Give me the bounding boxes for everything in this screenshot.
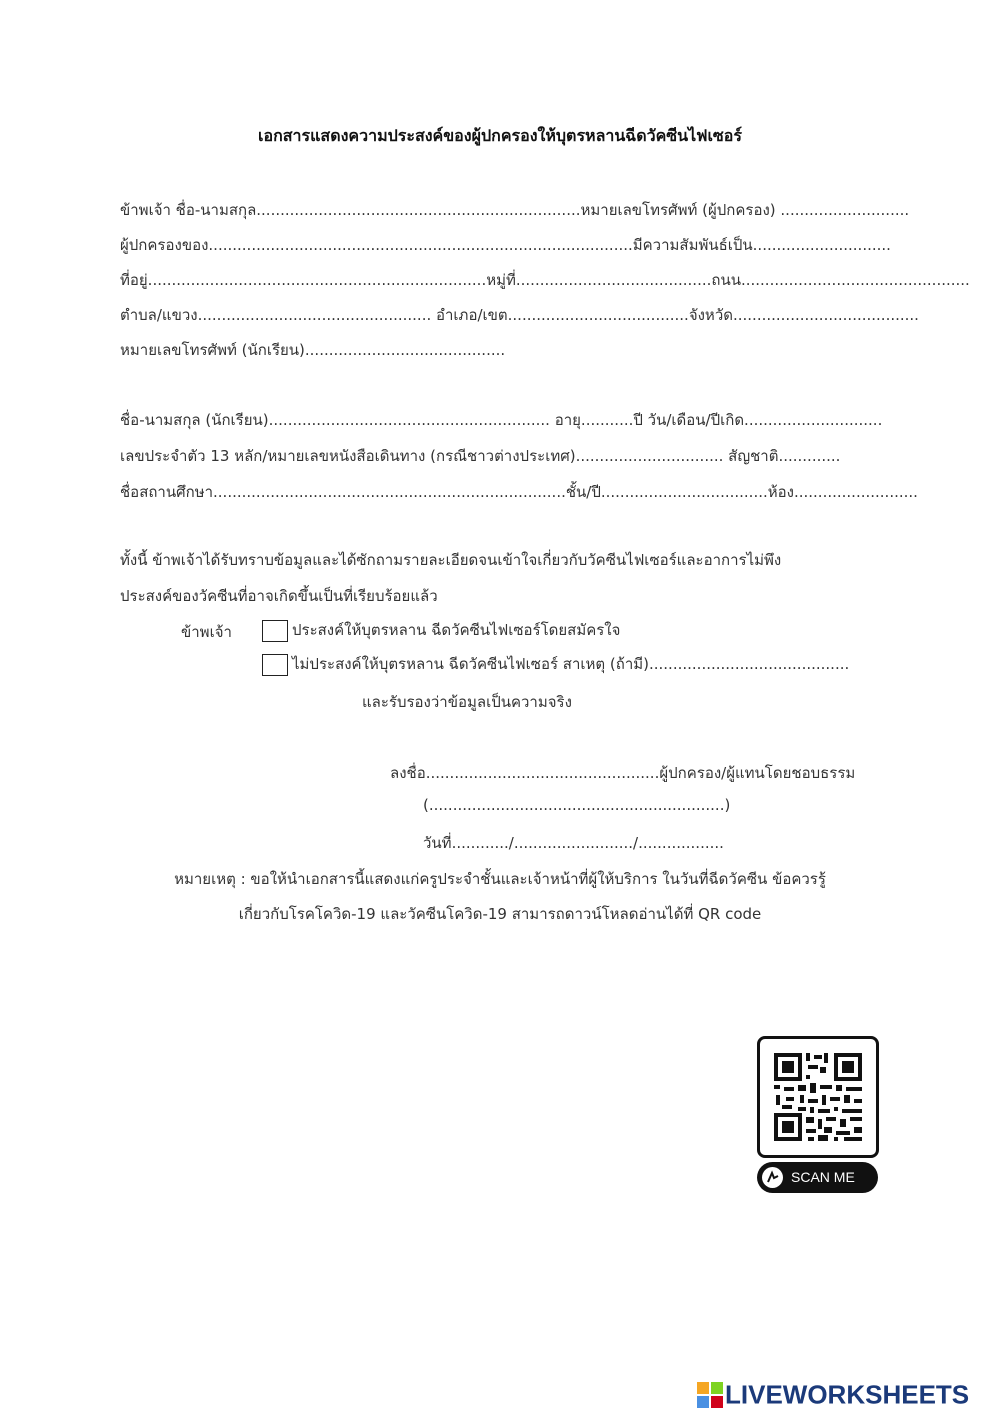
acknowledge-line-1: ทั้งนี้ ข้าพเจ้าได้รับทราบข้อมูลและได้ซักถามรายละเอียดจนเข้าใจเกี่ยวกับวัคซีนไฟเซอร์และอาการไม่พึง <box>120 551 782 569</box>
school-line: ชื่อสถานศึกษา..........................................................................ชั้น/ปี...................................ห้อง.......................... <box>120 483 918 501</box>
signature-line: ลงชื่อ.................................................ผู้ปกครอง/ผู้แทนโดยชอบธรรม <box>390 764 856 782</box>
liveworksheets-logo-icon <box>697 1382 723 1408</box>
district-line: ตำบล/แขวง................................................. อำเภอ/เขต......................................จังหวัด....................................... <box>120 306 919 324</box>
date-line: วันที่............/........................./.................. <box>423 834 724 852</box>
qr-code-graphic <box>760 1039 876 1155</box>
certify-text: และรับรองว่าข้อมูลเป็นความจริง <box>362 693 572 711</box>
document-title: เอกสารแสดงความประสงค์ของผู้ปกครองให้บุตรหลานฉีดวัคซีนไฟเซอร์ <box>258 126 742 145</box>
note-line-1: หมายเหตุ : ขอให้นำเอกสารนี้แสดงแก่ครูประจำชั้นและเจ้าหน้าที่ผู้ให้บริการ ในวันที่ฉีดวัคซีน ข้อควรรู้ <box>174 870 826 888</box>
note-line-2: เกี่ยวกับโรคโควิด-19 และวัคซีนโควิด-19 สามารถดาวน์โหลดอ่านได้ที่ QR code <box>238 905 762 923</box>
scan-me-label: SCAN ME <box>791 1169 855 1185</box>
id-number-line: เลขประจำตัว 13 หลัก/หมายเลขหนังสือเดินทาง (กรณีชาวต่างประเทศ)............................... สัญชาติ............. <box>120 447 841 465</box>
consent-yes-checkbox[interactable] <box>262 620 288 642</box>
scan-hand-icon <box>762 1167 783 1188</box>
consent-lead: ข้าพเจ้า <box>181 623 232 641</box>
consent-no-label: ไม่ประสงค์ให้บุตรหลาน ฉีดวัคซีนไฟเซอร์ สาเหตุ (ถ้ามี).......................................... <box>292 655 850 673</box>
liveworksheets-logo <box>697 1378 969 1412</box>
consent-no-checkbox[interactable] <box>262 654 288 676</box>
liveworksheets-wordmark: LIVEWORKSHEETS <box>725 1379 970 1410</box>
student-name-line: ชื่อ-นามสกุล (นักเรียน)........................................................... อายุ...........ปี วัน/เดือน/ปีเกิด............................. <box>120 411 883 429</box>
address-line: ที่อยู่.......................................................................หมู่ที่.........................................ถนน................................................ <box>120 271 970 289</box>
acknowledge-line-2: ประสงค์ของวัคซีนที่อาจเกิดขึ้นเป็นที่เรียบร้อยแล้ว <box>120 587 438 605</box>
scan-me-badge <box>757 1162 878 1193</box>
consent-yes-label: ประสงค์ให้บุตรหลาน ฉีดวัคซีนไฟเซอร์โดยสมัครใจ <box>292 621 621 639</box>
qr-code-icon <box>757 1036 879 1158</box>
student-phone-line: หมายเลขโทรศัพท์ (นักเรียน).......................................... <box>120 341 506 359</box>
guardian-of-line: ผู้ปกครองของ.........................................................................................มีความสัมพันธ์เป็น............................. <box>120 236 891 254</box>
printed-name-line: (..............................................................) <box>423 796 731 814</box>
guardian-name-line: ข้าพเจ้า ชื่อ-นามสกุล....................................................................หมายเลขโทรศัพท์ (ผู้ปกครอง) ........................... <box>120 201 910 219</box>
consent-no-row <box>262 652 849 676</box>
consent-yes-row <box>262 618 620 642</box>
